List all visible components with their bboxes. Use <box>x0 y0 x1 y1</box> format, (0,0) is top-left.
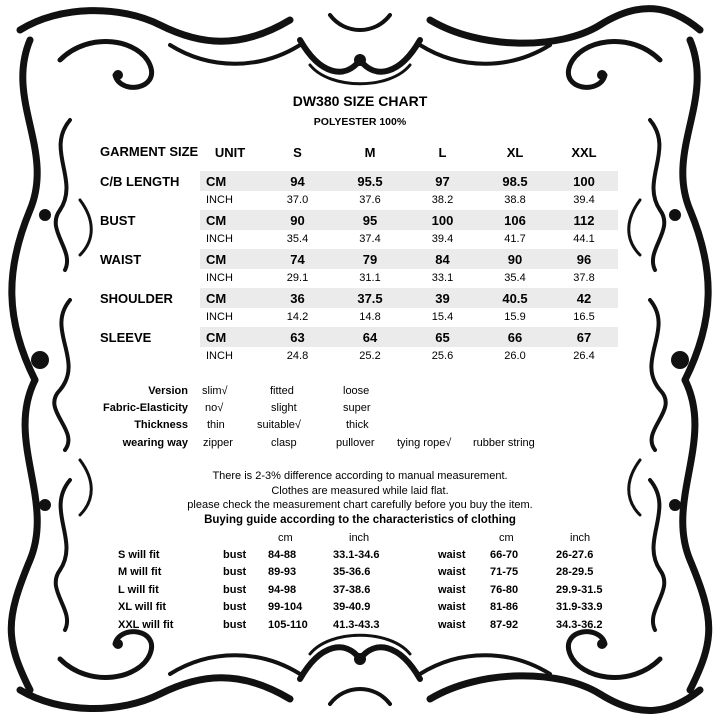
size-header-s: S <box>293 144 302 160</box>
wearing-option: rubber string <box>473 437 535 449</box>
waist-label: waist <box>438 549 466 561</box>
value-cell: 95.5 <box>335 171 405 191</box>
row-label: SLEEVE <box>100 327 200 347</box>
version-label: Version <box>148 385 188 397</box>
value-cell: 39.4 <box>405 230 480 247</box>
elasticity-option: slight <box>271 402 297 414</box>
value-cell: 37.6 <box>335 191 405 208</box>
note-line: Clothes are measured while laid flat. <box>271 485 449 497</box>
elasticity-option: super <box>343 402 371 414</box>
bust-inch-value: 39-40.9 <box>333 601 371 614</box>
version-option: fitted <box>270 385 294 397</box>
value-cell: 37.4 <box>335 230 405 247</box>
value-cell: 67 <box>550 327 618 347</box>
thickness-option: thin <box>207 419 225 431</box>
value-cell: 65 <box>405 327 480 347</box>
bust-inch-value: 41.3-43.3 <box>333 618 380 631</box>
value-cell: 35.4 <box>260 230 335 247</box>
thickness-option: suitable√ <box>257 419 301 431</box>
value-cell: 64 <box>335 327 405 347</box>
bust-inch-value: 35-36.6 <box>333 566 371 579</box>
value-cell: 106 <box>480 210 550 230</box>
inch-header: inch <box>349 532 370 544</box>
size-header-l: L <box>438 144 447 160</box>
value-cell: 112 <box>550 210 618 230</box>
value-cell: 90 <box>260 210 335 230</box>
bust-label: bust <box>223 601 247 614</box>
value-cell: 14.2 <box>260 308 335 325</box>
wearing-option: pullover <box>336 437 375 449</box>
elasticity-label: Fabric-Elasticity <box>103 402 188 414</box>
value-cell: 100 <box>405 210 480 230</box>
unit-cell: CM <box>200 171 260 191</box>
bust-label: bust <box>223 583 247 596</box>
unit-cell: CM <box>200 327 260 347</box>
version-option: loose <box>343 385 370 397</box>
value-cell: 41.7 <box>480 230 550 247</box>
waist-label: waist <box>438 583 466 596</box>
buying-guide-title: Buying guide according to the characteristics of clothing <box>204 514 516 526</box>
bust-cm-value: 89-93 <box>268 566 297 579</box>
waist-label: waist <box>438 566 466 579</box>
fit-label: XL will fit <box>118 601 167 614</box>
value-cell: 66 <box>480 327 550 347</box>
value-cell: 39 <box>405 288 480 308</box>
value-cell: 37.8 <box>550 269 618 286</box>
value-cell: 35.4 <box>480 269 550 286</box>
inch-header: inch <box>570 532 591 544</box>
wearing-option: clasp <box>271 437 297 449</box>
bust-cm-value: 105-110 <box>268 618 308 631</box>
unit-cell: INCH <box>200 308 260 325</box>
waist-label: waist <box>438 601 466 614</box>
value-cell: 84 <box>405 249 480 269</box>
size-header-xxl: XXL <box>571 144 597 160</box>
unit-header: UNIT <box>214 144 246 160</box>
size-header-xl: XL <box>506 144 524 160</box>
note-line: please check the measurement chart carefully before you buy the item. <box>187 499 533 511</box>
value-cell: 26.0 <box>480 347 550 364</box>
value-cell: 37.5 <box>335 288 405 308</box>
bust-label: bust <box>223 549 247 561</box>
waist-cm-value: 81-86 <box>490 601 519 614</box>
value-cell: 42 <box>550 288 618 308</box>
wearing-way-label: wearing way <box>122 437 188 449</box>
bust-cm-value: 84-88 <box>268 549 297 561</box>
value-cell: 40.5 <box>480 288 550 308</box>
value-cell: 44.1 <box>550 230 618 247</box>
value-cell: 38.2 <box>405 191 480 208</box>
waist-inch-value: 26-27.6 <box>556 549 594 561</box>
wearing-option: zipper <box>203 437 233 449</box>
value-cell: 98.5 <box>480 171 550 191</box>
bust-cm-value: 99-104 <box>268 601 303 614</box>
waist-label: waist <box>438 618 466 631</box>
cm-header: cm <box>278 532 293 544</box>
row-label: BUST <box>100 210 200 230</box>
value-cell: 14.8 <box>335 308 405 325</box>
waist-inch-value: 34.3-36.2 <box>556 618 603 631</box>
value-cell: 26.4 <box>550 347 618 364</box>
fit-label: XXL will fit <box>118 618 174 631</box>
unit-cell: INCH <box>200 191 260 208</box>
value-cell: 95 <box>335 210 405 230</box>
fit-label: L will fit <box>118 583 159 596</box>
unit-cell: INCH <box>200 230 260 247</box>
bust-cm-value: 94-98 <box>268 583 297 596</box>
value-cell: 39.4 <box>550 191 618 208</box>
row-label: C/B LENGTH <box>100 171 200 191</box>
unit-cell: CM <box>200 249 260 269</box>
value-cell: 15.9 <box>480 308 550 325</box>
waist-cm-value: 71-75 <box>490 566 519 579</box>
row-label: SHOULDER <box>100 288 200 308</box>
value-cell: 15.4 <box>405 308 480 325</box>
value-cell: 24.8 <box>260 347 335 364</box>
value-cell: 96 <box>550 249 618 269</box>
fit-label: S will fit <box>118 549 160 561</box>
material-label: POLYESTER 100% <box>313 116 407 128</box>
garment-size-header: GARMENT SIZE <box>100 144 199 159</box>
row-label: WAIST <box>100 249 200 269</box>
value-cell: 74 <box>260 249 335 269</box>
value-cell: 94 <box>260 171 335 191</box>
thickness-label: Thickness <box>134 419 188 431</box>
unit-cell: INCH <box>200 269 260 286</box>
value-cell: 63 <box>260 327 335 347</box>
waist-inch-value: 29.9-31.5 <box>556 583 603 596</box>
value-cell: 36 <box>260 288 335 308</box>
value-cell: 16.5 <box>550 308 618 325</box>
value-cell: 100 <box>550 171 618 191</box>
waist-cm-value: 87-92 <box>490 618 519 631</box>
size-header-m: M <box>364 144 376 160</box>
value-cell: 29.1 <box>260 269 335 286</box>
value-cell: 25.2 <box>335 347 405 364</box>
waist-inch-value: 31.9-33.9 <box>556 601 603 614</box>
value-cell: 79 <box>335 249 405 269</box>
value-cell: 90 <box>480 249 550 269</box>
waist-cm-value: 66-70 <box>490 549 519 561</box>
bust-inch-value: 33.1-34.6 <box>333 549 380 561</box>
page-title: DW380 SIZE CHART <box>292 93 428 109</box>
value-cell: 37.0 <box>260 191 335 208</box>
note-line: There is 2-3% difference according to manual measurement. <box>212 470 508 482</box>
wearing-option: tying rope√ <box>397 437 452 449</box>
unit-cell: CM <box>200 210 260 230</box>
thickness-option: thick <box>346 419 369 431</box>
unit-cell: INCH <box>200 347 260 364</box>
bust-label: bust <box>223 566 247 579</box>
value-cell: 33.1 <box>405 269 480 286</box>
value-cell: 31.1 <box>335 269 405 286</box>
waist-cm-value: 76-80 <box>490 583 519 596</box>
bust-inch-value: 37-38.6 <box>333 583 371 596</box>
version-option: slim√ <box>202 385 228 397</box>
unit-cell: CM <box>200 288 260 308</box>
fit-label: M will fit <box>118 566 162 579</box>
elasticity-option: no√ <box>205 402 224 414</box>
value-cell: 38.8 <box>480 191 550 208</box>
value-cell: 25.6 <box>405 347 480 364</box>
waist-inch-value: 28-29.5 <box>556 566 594 579</box>
cm-header: cm <box>499 532 514 544</box>
bust-label: bust <box>223 618 247 631</box>
value-cell: 97 <box>405 171 480 191</box>
